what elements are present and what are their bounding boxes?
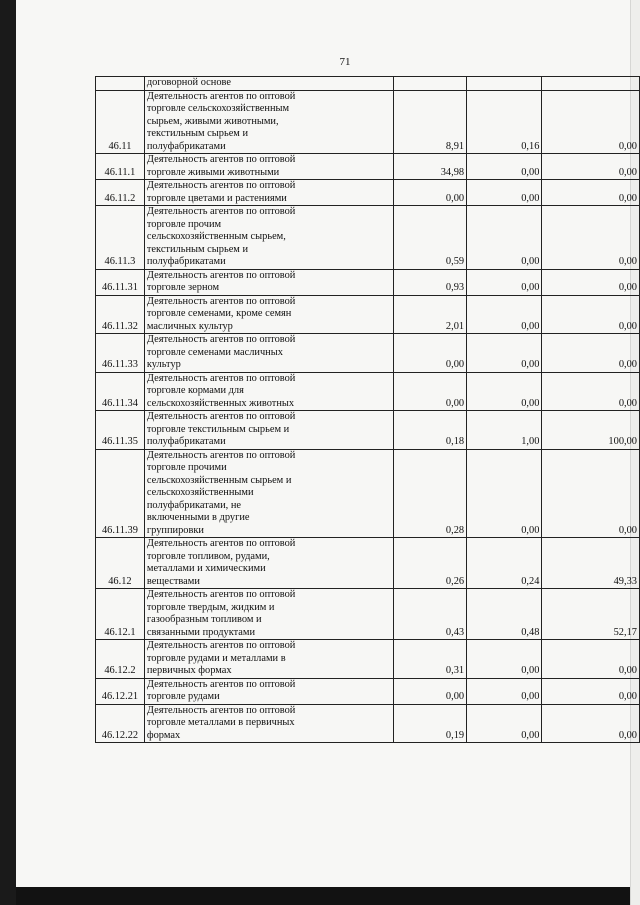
activity-name <box>144 180 393 206</box>
activity-name <box>144 411 393 450</box>
activity-name-line: Деятельность агентов по оптовой <box>146 90 296 102</box>
value-col-2: 0,00 <box>467 372 542 411</box>
table-row <box>96 640 640 679</box>
activity-code: 46.12.22 <box>96 704 145 743</box>
table-row <box>96 180 640 206</box>
activity-name <box>144 269 393 295</box>
activity-name-line: сельскохозяйственным сырьем, <box>146 231 286 242</box>
value-col-3: 52,17 <box>542 589 640 640</box>
activity-name-line: торговле топливом, рудами, <box>146 550 270 562</box>
table-row <box>96 269 640 295</box>
activity-name-line: Деятельность агентов по оптовой <box>146 538 296 549</box>
value-col-3 <box>542 77 640 91</box>
activity-name-line: торговле сельскохозяйственным <box>146 103 290 114</box>
value-col-2: 0,24 <box>467 538 542 589</box>
activity-name <box>144 334 393 373</box>
table-row <box>96 372 640 411</box>
activity-code: 46.11 <box>96 90 145 154</box>
activity-table <box>95 76 640 743</box>
table-row <box>96 678 640 704</box>
activity-name-line: Деятельность агентов по оптовой <box>146 372 296 384</box>
activity-code: 46.11.3 <box>96 206 145 270</box>
activity-name-line: торговле текстильным сырьем и <box>146 423 290 435</box>
value-col-3: 0,00 <box>542 372 640 411</box>
activity-name-line: полуфабрикатами <box>146 140 226 152</box>
activity-code: 46.11.39 <box>96 449 145 538</box>
activity-name <box>144 589 393 640</box>
activity-name-line: Деятельность агентов по оптовой <box>146 678 296 690</box>
activity-code: 46.12 <box>96 538 145 589</box>
activity-name <box>144 640 393 679</box>
value-col-1: 34,98 <box>393 154 466 180</box>
activity-name-line: Деятельность агентов по оптовой <box>146 449 296 461</box>
table-body <box>96 77 640 743</box>
activity-code: 46.11.32 <box>96 295 145 334</box>
activity-name-line: Деятельность агентов по оптовой <box>146 640 296 651</box>
value-col-1: 0,18 <box>393 411 466 450</box>
table-row <box>96 295 640 334</box>
value-col-3: 0,00 <box>542 295 640 334</box>
value-col-1: 0,59 <box>393 206 466 270</box>
value-col-1: 0,00 <box>393 678 466 704</box>
value-col-2: 0,00 <box>467 154 542 180</box>
activity-code: 46.11.1 <box>96 154 145 180</box>
value-col-1: 0,26 <box>393 538 466 589</box>
value-col-2: 0,16 <box>467 90 542 154</box>
table-row <box>96 538 640 589</box>
activity-name <box>144 704 393 743</box>
activity-code: 46.12.2 <box>96 640 145 679</box>
value-col-2: 0,00 <box>467 295 542 334</box>
activity-name-line: торговле цветами и растениями <box>146 192 287 204</box>
activity-name-line: газообразным топливом и <box>146 614 262 625</box>
activity-name-line: Деятельность агентов по оптовой <box>146 206 296 217</box>
value-col-1: 0,28 <box>393 449 466 538</box>
value-col-2: 0,00 <box>467 180 542 206</box>
activity-name-line: Деятельность агентов по оптовой <box>146 269 296 281</box>
activity-code: 46.11.34 <box>96 372 145 411</box>
activity-name-line: связанными продуктами <box>146 626 256 638</box>
value-col-2 <box>467 77 542 91</box>
activity-name-line: торговле кормами для <box>146 385 244 396</box>
value-col-3: 0,00 <box>542 704 640 743</box>
activity-name <box>144 90 393 154</box>
table-row <box>96 704 640 743</box>
activity-name-line: Деятельность агентов по оптовой <box>146 154 296 165</box>
scan-left-border <box>0 0 16 905</box>
activity-name <box>144 295 393 334</box>
activity-name-line: Деятельность агентов по оптовой <box>146 589 296 600</box>
activity-name-line: Деятельность агентов по оптовой <box>146 295 296 307</box>
activity-name-line: полуфабрикатами, не <box>146 499 242 511</box>
table-row <box>96 77 640 91</box>
activity-name-line: сырьем, живыми животными, <box>146 115 279 127</box>
activity-name-line: договорной основе <box>146 77 231 88</box>
activity-name-line: формах <box>146 729 181 741</box>
activity-name-line: Деятельность агентов по оптовой <box>146 411 296 422</box>
table-row <box>96 154 640 180</box>
value-col-2: 0,00 <box>467 704 542 743</box>
value-col-2: 0,00 <box>467 206 542 270</box>
value-col-2: 0,00 <box>467 640 542 679</box>
activity-name <box>144 678 393 704</box>
activity-name-line: полуфабрикатами <box>146 256 226 267</box>
activity-name <box>144 449 393 538</box>
table-row <box>96 589 640 640</box>
value-col-2: 0,00 <box>467 449 542 538</box>
activity-code: 46.11.33 <box>96 334 145 373</box>
value-col-3: 0,00 <box>542 180 640 206</box>
value-col-1: 0,31 <box>393 640 466 679</box>
activity-name <box>144 154 393 180</box>
activity-name-line: включенными в другие <box>146 512 250 523</box>
activity-name-line: торговле семенами масличных <box>146 346 283 358</box>
activity-name <box>144 538 393 589</box>
activity-code: 46.11.31 <box>96 269 145 295</box>
activity-code: 46.11.2 <box>96 180 145 206</box>
activity-name <box>144 77 393 91</box>
value-col-3: 0,00 <box>542 206 640 270</box>
value-col-1 <box>393 77 466 91</box>
activity-name-line: сельскохозяйственными <box>146 487 254 498</box>
scan-bottom-border <box>16 887 630 905</box>
table-row <box>96 334 640 373</box>
table-row <box>96 206 640 270</box>
activity-name-line: сельскохозяйственным сырьем и <box>146 474 292 486</box>
value-col-1: 0,00 <box>393 180 466 206</box>
activity-name-line: группировки <box>146 524 204 536</box>
activity-name-line: металлами и химическими <box>146 563 266 574</box>
value-col-1: 2,01 <box>393 295 466 334</box>
value-col-3: 0,00 <box>542 334 640 373</box>
value-col-2: 0,00 <box>467 678 542 704</box>
activity-name <box>144 372 393 411</box>
value-col-3: 0,00 <box>542 640 640 679</box>
activity-name-line: торговле металлами в первичных <box>146 717 295 728</box>
value-col-3: 0,00 <box>542 449 640 538</box>
value-col-3: 0,00 <box>542 154 640 180</box>
activity-name-line: масличных культур <box>146 320 233 332</box>
value-col-3: 0,00 <box>542 90 640 154</box>
activity-name-line: торговле рудами и металлами в <box>146 652 286 664</box>
value-col-3: 0,00 <box>542 269 640 295</box>
activity-name-line: торговле рудами <box>146 691 220 702</box>
activity-code: 46.12.21 <box>96 678 145 704</box>
activity-name-line: торговле зерном <box>146 282 220 293</box>
value-col-1: 0,00 <box>393 372 466 411</box>
activity-name-line: веществами <box>146 575 200 587</box>
activity-name-line: торговле семенами, кроме семян <box>146 308 292 319</box>
value-col-1: 8,91 <box>393 90 466 154</box>
activity-name-line: торговле прочим <box>146 218 222 230</box>
value-col-2: 0,00 <box>467 334 542 373</box>
activity-name-line: Деятельность агентов по оптовой <box>146 180 296 191</box>
value-col-3: 100,00 <box>542 411 640 450</box>
activity-code: 46.11.35 <box>96 411 145 450</box>
table-row <box>96 449 640 538</box>
activity-name-line: текстильным сырьем и <box>146 128 249 139</box>
value-col-3: 49,33 <box>542 538 640 589</box>
activity-name-line: торговле живыми животными <box>146 166 280 178</box>
page-number: 71 <box>339 56 351 68</box>
activity-name-line: культур <box>146 359 181 370</box>
activity-name-line: Деятельность агентов по оптовой <box>146 704 296 716</box>
activity-name-line: сельскохозяйственных животных <box>146 397 295 409</box>
table-row <box>96 90 640 154</box>
value-col-1: 0,43 <box>393 589 466 640</box>
activity-name-line: торговле прочими <box>146 462 227 473</box>
value-col-1: 0,19 <box>393 704 466 743</box>
value-col-3: 0,00 <box>542 678 640 704</box>
activity-name-line: Деятельность агентов по оптовой <box>146 334 296 345</box>
value-col-2: 0,00 <box>467 269 542 295</box>
value-col-1: 0,93 <box>393 269 466 295</box>
value-col-2: 0,48 <box>467 589 542 640</box>
activity-name <box>144 206 393 270</box>
activity-name-line: первичных формах <box>146 665 232 676</box>
value-col-1: 0,00 <box>393 334 466 373</box>
value-col-2: 1,00 <box>467 411 542 450</box>
activity-name-line: текстильным сырьем и <box>146 243 249 255</box>
activity-code: 46.12.1 <box>96 589 145 640</box>
activity-code <box>96 77 145 91</box>
activity-name-line: полуфабрикатами <box>146 436 226 447</box>
table-row <box>96 411 640 450</box>
activity-name-line: торговле твердым, жидким и <box>146 601 275 613</box>
